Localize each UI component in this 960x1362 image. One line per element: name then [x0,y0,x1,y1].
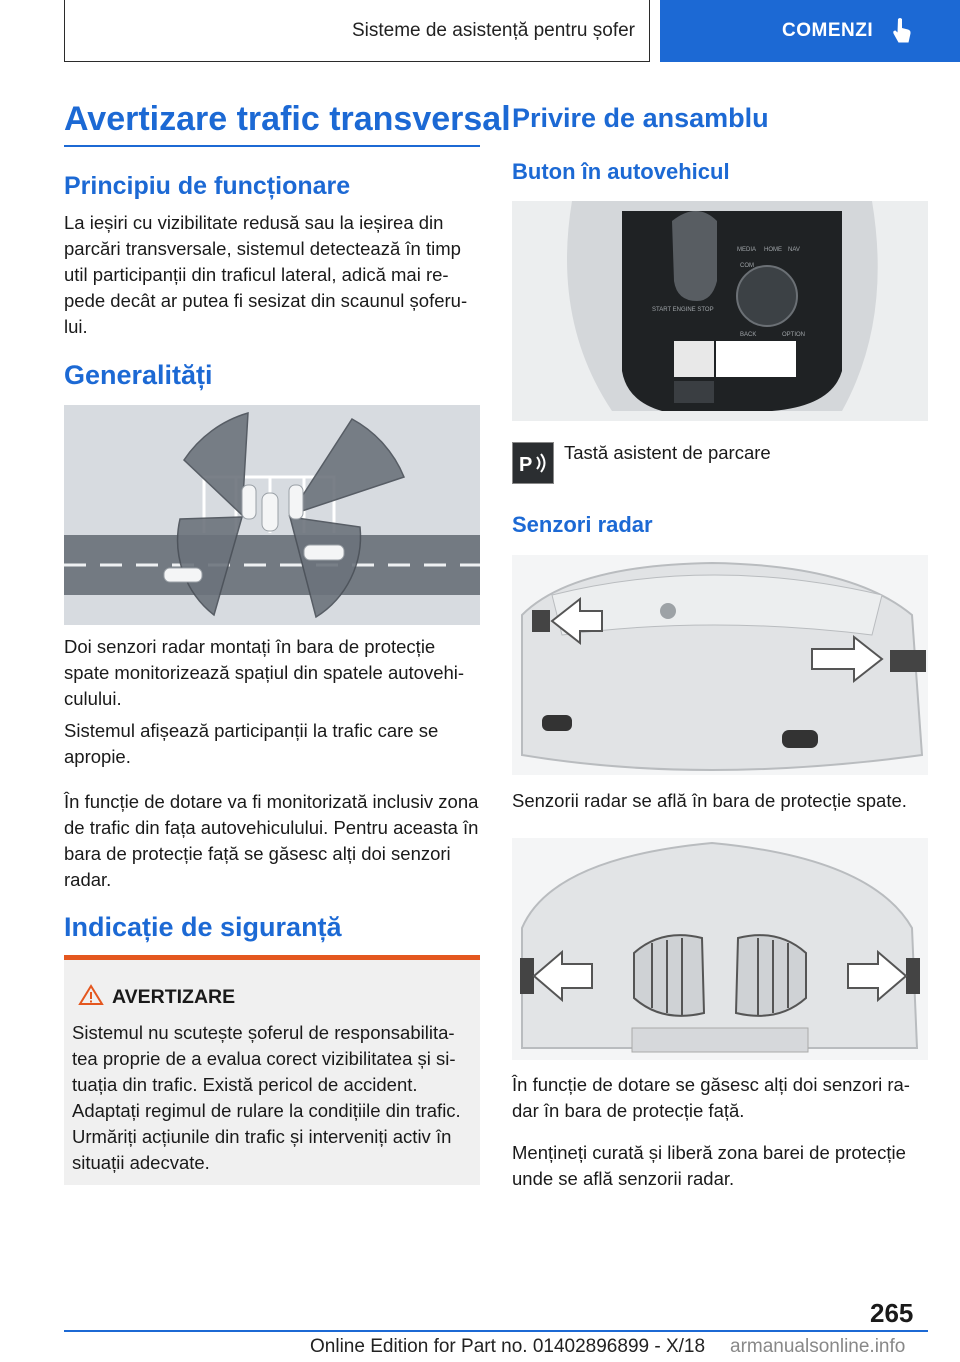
title-rule [64,145,480,147]
radar-front-text: În funcție de dotare se găsesc alți doi senzori ra-dar în bara de protecție față. [512,1074,910,1121]
rear-bumper-illustration [512,555,928,775]
warning-text: Sistemul nu scutește șoferul de responsabilita-tea proprie de a evalua corect vizibilitatea și si-tuația din trafic. Există pericol de accident. Adaptați regimul de rulare la condițiile din trafic. Urmăriți acțiunile din trafic și interveniți activ în situații adecvate. [72,1022,461,1173]
general-text-2: Sistemul afișează participanții la trafic care se apropie. [64,720,439,767]
general-heading: Generalități [64,360,213,390]
console-label-home: HOME [764,247,782,253]
console-label-start-stop: START ENGINE STOP [652,307,714,313]
principle-text: La ieșiri cu vizibilitate redusă sau la ieșirea din parcări transversale, sistemul detectează în timp util participanții din traficul lateral, adică mai re-pede decât ar putea fi sesizat din scaunul șoferu-lui. [64,212,468,337]
watermark-text: armanualsonline.info [730,1336,906,1357]
header-section-title [64,0,650,62]
center-console-svg [512,201,928,421]
console-label-media: MEDIA [737,247,757,253]
button-caption: Tastă asistent de parcare [564,442,771,463]
warning-title: AVERTIZARE [112,986,236,1008]
edition-text: Online Edition for Part no. 01402896899 - X/18 [310,1336,706,1357]
radar-keep-clean-text: Mențineți curată și liberă zona barei de protecție unde se află senzorii radar. [512,1142,906,1189]
chapter-tab[interactable] [660,0,960,62]
footer [0,1336,960,1362]
page-number: 265 [870,1298,914,1328]
front-bumper-svg [512,838,928,1060]
chapter-tab-label: COMENZI [782,20,874,41]
center-console-illustration [512,201,928,421]
cross-traffic-illustration [64,405,480,625]
general-text-3: În funcție de dotare va fi monitorizată inclusiv zona de trafic din fața autovehiculului. Pentru aceasta în bara de protecție față se găsesc alți doi senzori radar. [64,791,479,890]
principle-heading: Principiu de funcționare [64,172,351,200]
overview-heading: Privire de ansamblu [512,103,769,133]
console-label-option: OPTION [782,332,806,338]
rear-bumper-svg [512,555,928,775]
general-text-1: Doi senzori radar montați în bara de protecție spate monitorizează spațiul din spatele autovehi-culului. [64,636,465,709]
radar-heading: Senzori radar [512,512,653,537]
button-heading: Buton în autovehicul [512,159,730,184]
pointing-hand-icon [891,17,913,45]
safety-heading: Indicație de siguranță [64,912,342,942]
console-label-com: COM [740,263,754,269]
radar-rear-text: Senzorii radar se află în bara de protecție spate. [512,790,907,811]
cross-traffic-svg [64,405,480,625]
section-title-text: Sisteme de asistență pentru șofer [351,19,635,41]
front-bumper-illustration [512,838,928,1060]
warning-triangle-icon [78,984,104,1006]
page-title: Avertizare trafic transversal [64,100,511,138]
footer-rule [64,1330,928,1332]
parking-sensor-icon [513,443,553,483]
svg-text:P: P [519,454,533,476]
console-label-back: BACK [740,332,757,338]
parking-assistant-button-icon [512,442,554,484]
console-label-nav: NAV [788,247,800,253]
warning-box [64,955,480,1185]
